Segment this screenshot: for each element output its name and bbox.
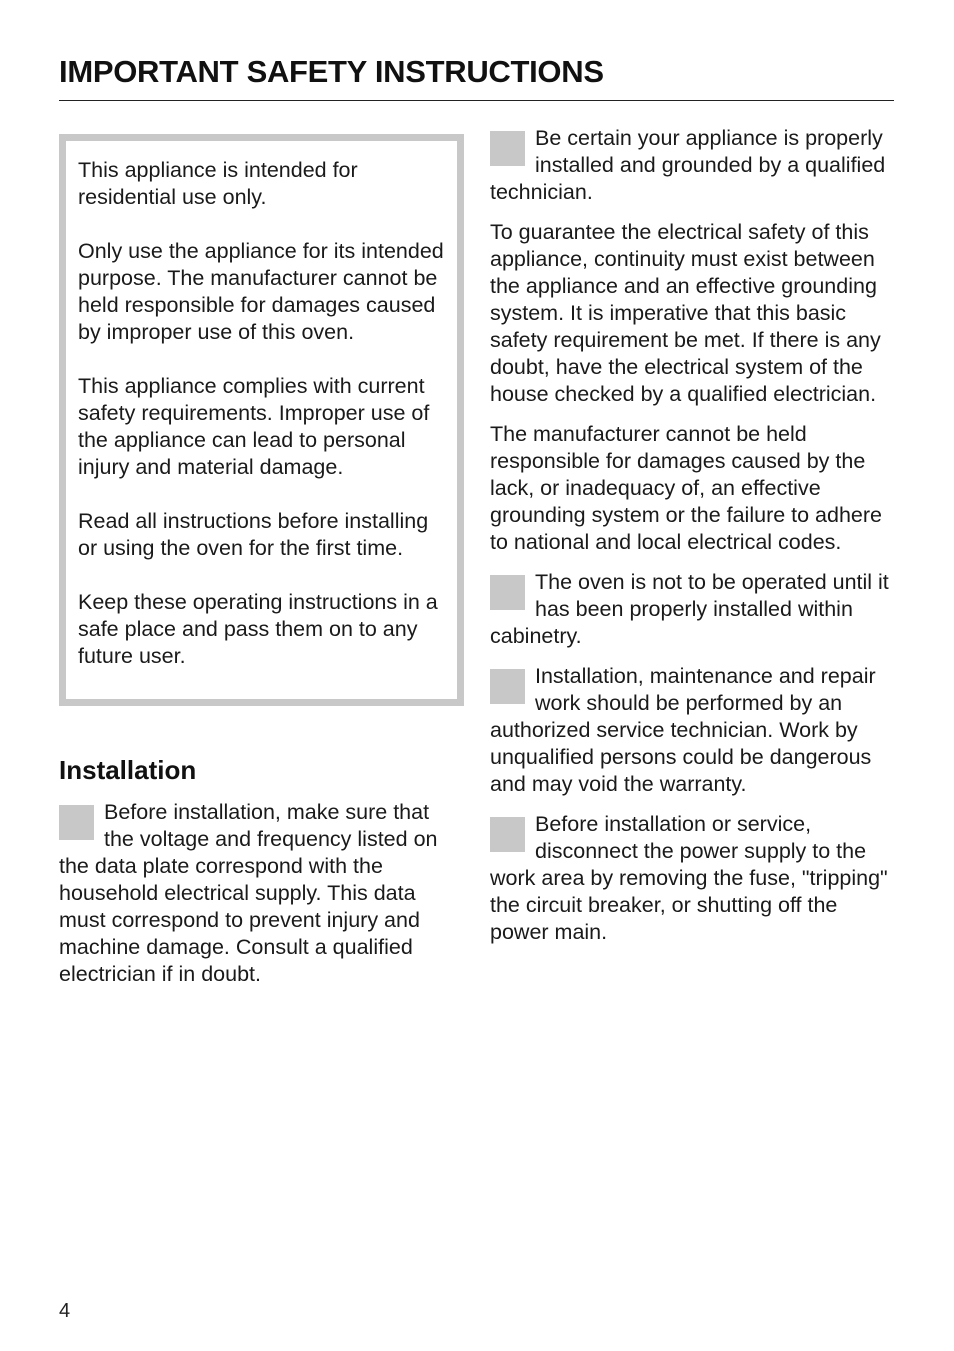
- page-number: 4: [59, 1300, 71, 1322]
- item-properly-grounded: [490, 125, 896, 206]
- notice-paragraph-keep-instructions: Keep these operating instructions in a safe place and pass them on to any future user.: [78, 590, 438, 668]
- notice-paragraph-intended-purpose: Only use the appliance for its intended purpose. The manufacturer cannot be held responsible for damages caused by improper use of this oven.: [78, 239, 444, 344]
- gray-square-bullet-icon: [490, 669, 525, 704]
- intended-use-notice-box: [59, 134, 464, 706]
- page-title: IMPORTANT SAFETY INSTRUCTIONS: [59, 54, 604, 89]
- item-text: Installation, maintenance and repair work should be performed by an authorized service technician. Work by unqualified persons could be dangerous and may void the warranty.: [490, 664, 876, 796]
- item-text: The oven is not to be operated until it has been properly installed within cabinetry.: [490, 570, 889, 648]
- paragraph-electrical-safety: To guarantee the electrical safety of this appliance, continuity must exist between the appliance and an effective grounding system. It is imperative that this basic safety requirement be met. If there is any doubt, have the electrical system of the house checked by a qualified electrician.: [490, 220, 881, 406]
- gray-square-bullet-icon: [490, 575, 525, 610]
- notice-paragraph-residential-use: This appliance is intended for residential use only.: [78, 158, 358, 209]
- gray-square-bullet-icon: [59, 805, 94, 840]
- item-cabinetry-installation: [490, 569, 896, 650]
- installation-item-voltage-check: [59, 799, 464, 988]
- notice-paragraph-read-instructions: Read all instructions before installing or using the oven for the first time.: [78, 509, 429, 560]
- gray-square-bullet-icon: [490, 131, 525, 166]
- title-divider: [59, 100, 894, 101]
- notice-paragraph-safety-compliance: This appliance complies with current safety requirements. Improper use of the appliance can lead to personal injury and material damage.: [78, 374, 430, 479]
- item-text: Be certain your appliance is properly installed and grounded by a qualified technician.: [490, 126, 886, 204]
- right-column: [490, 125, 896, 959]
- installation-heading: Installation: [59, 755, 197, 785]
- item-text: Before installation or service, disconnect the power supply to the work area by removing the fuse, "tripping" the circuit breaker, or shutting off the power main.: [490, 812, 888, 944]
- paragraph-manufacturer-liability: The manufacturer cannot be held responsible for damages caused by the lack, or inadequacy of, an effective grounding system or the failure to adhere to national and local electrical codes.: [490, 422, 883, 554]
- gray-square-bullet-icon: [490, 817, 525, 852]
- item-authorized-technician: [490, 663, 896, 798]
- item-disconnect-power: [490, 811, 896, 946]
- installation-item-text: Before installation, make sure that the voltage and frequency listed on the data plate correspond with the household electrical supply. This data must correspond to prevent injury and machine damage. Consult a qualified electrician if in doubt.: [59, 800, 438, 986]
- left-column: [59, 134, 464, 1001]
